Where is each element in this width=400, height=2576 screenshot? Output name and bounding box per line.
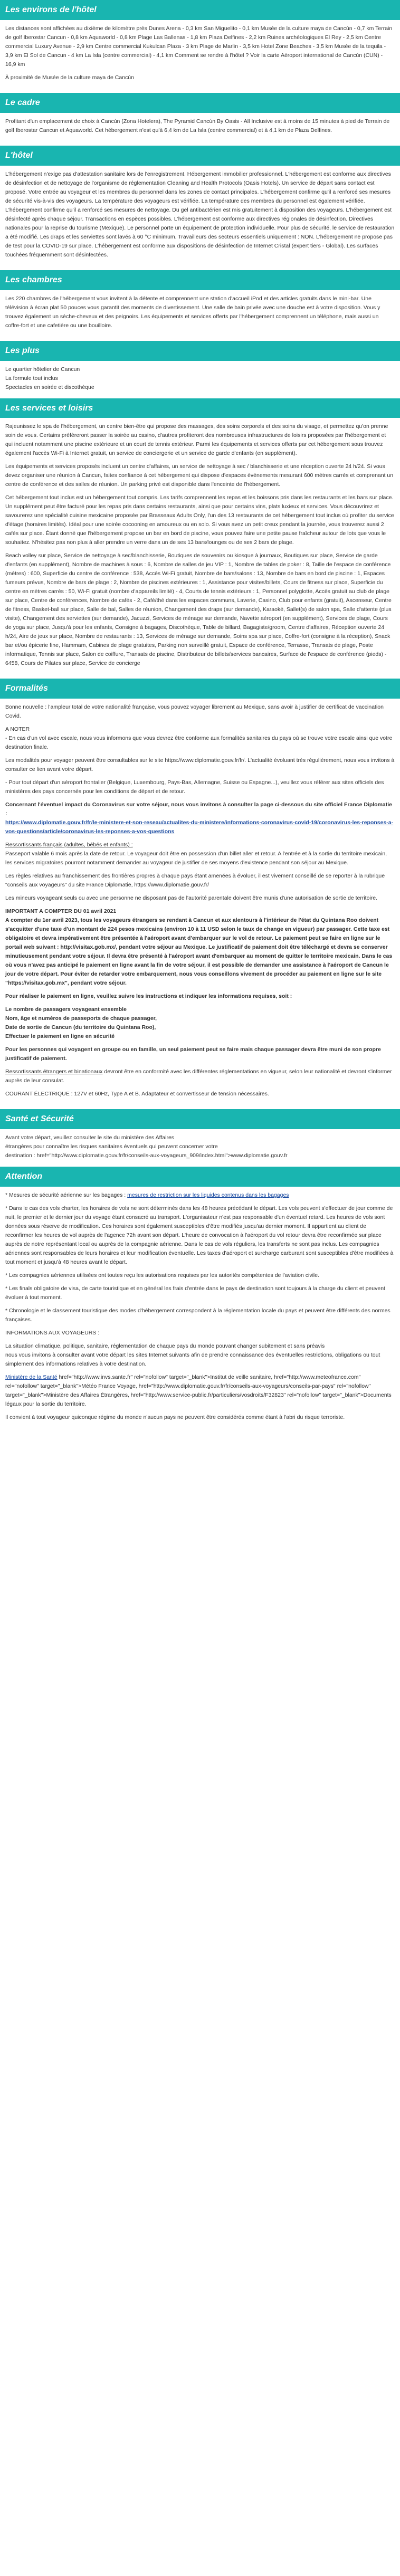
services-amenities-list: Beach volley sur place, Service de nettoyage à sec/blanchisserie, Boutiques de souvenirs ou kiosque à journaux, Boutiques sur place, Service de garde d'enfants (en supplément), Nombre de machines à sous : 6, Nombre de salles de jeu VIP : 1, Nombre de tables de poker : 8, Taille de l'espace de conférence (mètres) : 600, Superficie du centre de conférence : 538, Accès Wi-Fi gratuit, Nombre de bars/salons : 13, Nombre de bars en bord de piscine : 1, Espaces fumeurs prévus, Nombre de bars de plage : 2, Nombre de piscines extérieures : 1, Assistance pour visites/billets, Cours de fitness sur place, Superficie du centre en mètres carrés : 50, Wi-Fi gratuit (nombre d'appareils limité) - 4, Courts de tennis extérieurs : 1, Personnel polyglotte, Accès gratuit au club de plage sur place, Centre de conférences, Nombre de cafés - 2, Café/thé dans les espaces communs, Laverie, Casino, Club pour enfants (gratuit), Ascenseur, Centre de fitness, Basket-ball sur place, Salle de bal, Salles de réunion, Changement des draps (sur demande), Karaoké, Sallet(s) de salon spa, Salle d'attente (plus visite), Changement des serviettes (sur demande), Jacuzzi, Services de ménage sur demande, Navette aéroport (en supplément), Services de plage, Cours de yoga sur place, Jusqu'à pour les enfants, Consigne à bagages, Discothèque, Table de billard, Bagagiste/groom, Centre d'affaires, Réception ouverte 24 h/24, Aire de jeux sur place, Nombre de restaurants : 13, Services de ménage sur demande, Soins spa sur place, Coffre-fort (consigne à la réception), Snack bar et/ou épicerie fine, Hammam, Cabines de plage gratuites, Parking non surveillé gratuit, Espace de conférence, Terrasse, Transats de plage, Poste informatique, Tennis sur place, Salon de coiffure, Transats de piscine, Distributeur de billets/services bancaires, Surface de l'espace de conférence (pieds) - 6458, Cours de Pilates sur place, Service de concierge: [5, 552, 392, 667]
attention-links-text: href="http://www.invs.sante.fr" rel="nofollow" target="_blank">Institut de veille sanitaire, href="http://www.meteofrance.com" rel="nofollow" target="_blank">Météo France Voyage, href="http://www.diplomatie.gouv.fr/fr/conseils-aux-voyageurs/conseils-par-pays" rel="nofollow" target="_blank">Ministère des Affaires Étrangères, href="http://www.service-public.fr/particuliers/vosdroits/F32823" rel="nofollow" target="_blank">Documents légaux pour la sortie du territoire.: [5, 1374, 392, 1408]
section-title-chambres: Les chambres: [0, 270, 400, 290]
section-attention: [0, 1167, 400, 1433]
section-body-sante: [0, 1129, 400, 1167]
sante-line-1: Avant votre départ, veuillez consulter le site du ministère des Affaires: [5, 1134, 175, 1141]
section-sante: [0, 1109, 400, 1167]
attention-visa-text: * Les finals obligatoire de visa, de carte touristique et en général les frais d'entrée dans le pays de destination sont toujours à la charge du client et peuvent évoluer à tout moment.: [5, 1285, 385, 1301]
section-title-environs: Les environs de l'hôtel: [0, 0, 400, 20]
formalites-note-body-2: Les modalités pour voyager peuvent être consultables sur le site https://www.diplomatie.gouv.fr/fr/. L'actualité évoluant très régulièrement, nous vous invitons à consulter ce lien avant votre départ.: [5, 757, 395, 773]
section-plus: [0, 341, 400, 398]
formalites-covid-link[interactable]: https://www.diplomatie.gouv.fr/fr/le-ministere-et-son-reseau/actualites-du-ministere/informations-coronavirus-covid-19/coronavirus-les-reponses-a-vos-questions/article/coronavirus-les-reponses-a-vos-questions: [5, 819, 394, 835]
cadre-text: Profitant d'un emplacement de choix à Cancún (Zona Hotelera), The Pyramid Cancún By Oasis - All Inclusive est à moins de 15 minutes à pied de Terrain de golf Iberostar Cancun et Aquaworld. Cet hébergement n'est qu'à 6,4 km de La Isla (centre commercial) et à 4,1 km de Plaza Delfines.: [5, 118, 390, 133]
plus-item: Le quartier hôtelier de Cancun: [5, 366, 80, 373]
services-spa-text: Rajeunissez le spa de l'hébergement, un centre bien-être qui propose des massages, des soins corporels et des soins du visage, et permettez qu'on prenne soin de vous. Certains préfèreront passer la soirée au casino, d'autres profiteront des nombreuses infrastructures de loisirs proposées par l'hébergement et qui incluent notamment une piscine extérieure et un court de tennis extérieur. Parmi les équipements et services offerts par cet hébergement sous trouvez également l'accès Wi-Fi à Internet gratuit, un service de conciergerie et un service de garde d'enfants (en supplément).: [5, 423, 388, 457]
section-body-attention: [0, 1187, 400, 1433]
formalites-courant: COURANT ÉLECTRIQUE : 127V et 60Hz, Type A et B. Adaptateur et convertisseur de tension nécessaires.: [5, 1091, 269, 1098]
section-title-cadre: Le cadre: [0, 93, 400, 113]
attention-airlines-text: * Les compagnies aériennes utilisées ont toutes reçu les autorisations requises par les autorités compétentes de l'aviation civile.: [5, 1272, 319, 1279]
attention-terror-text: Il convient à tout voyageur quiconque régime du monde n'aucun pays ne peuvent être considérés comme étant à l'abri du risque terroriste.: [5, 1414, 345, 1421]
section-chambres: [0, 270, 400, 341]
formalites-note-body-3: - Pour tout départ d'un aéroport frontalier (Belgique, Luxembourg, Pays-Bas, Allemagne, Suisse ou Espagne...), veuillez vous référer aux sites officiels des ministères des pays concernés pour les conditions de départ et de retour.: [5, 779, 384, 795]
formalites-mineurs-body: Les mineurs voyageant seuls ou avec une personne ne disposant pas de l'autorité parentale doivent être munis d'une autorisation de sortie de territoire.: [5, 895, 378, 902]
section-title-hotel: L'hôtel: [0, 146, 400, 166]
section-body-hotel: [0, 166, 400, 270]
formalites-note-body: - En cas d'un vol avec escale, nous vous informons que vous devrez être conforme aux formalités sanitaires du pays où se trouve votre escale ainsi que votre destination finale.: [5, 735, 393, 751]
services-restaurants-text: Cet hébergement tout inclus est un hébergement tout compris. Les tarifs comprennent les repas et les boissons pris dans les restaurants et les bars sur place. Un supplément peut être facturé pour les repas pris dans certains restaurants, ainsi que pour certains vins, plats luxieux et services. Vous découvrirez et savourerez une spécialité cuisine mexicaine proposée par Brasseaux Adults Only, l'un des 13 restaurants de cet hébergement tout inclus où profiter du service d'étage (horaires limités). Idéal pour une soirée cocooning en amoureux ou en solo. Si vous avez un petit creux pendant la journée, vous trouverez aussi 2 cafés sur place. Étant donné que l'hébergement propose un bar en bord de piscine, vous pouvez faire une petite pause fraîcheur autour de lots que vous le souhaitez. N'hésitez pas non plus à aller prendre un verre dans un de ses 13 bars/lounges ou de ses 2 bars de plage.: [5, 494, 394, 546]
formalites-regles-body: Les règles relatives au franchissement des frontières propres à chaque pays étant amenées à évoluer, il est vivement conseillé de se reporter à la rubrique "conseils aux voyageurs" du site France Diplomatie, https://www.diplomatie.gouv.fr/: [5, 873, 385, 889]
section-body-chambres: [0, 290, 400, 341]
formalites-important-block: IMPORTANT A COMPTER DU 01 avril 2021 A compter du 1er avril 2023, tous les voyageurs étrangers se rendant à Cancun et aux alentours à l'intérieur de l'état du Quintana Roo doivent s'acquitter d'une taxe d'un montant de 224 pesos mexicains (environ 10 à 11 USD selon le taux de change en vigueur) par passager. Cette taxe est obligatoire et devra impérativement être présentée à l'aéroport avant d'embarquer sur le vol de retour. Le paiement peut se faire en ligne sur le portail web suivant : http://visitax.gob.mx/, pendant votre séjour au Mexique. Le justificatif de paiement doit être téléchargé et devra se conserver minutieusement pendant votre séjour. Il devra être présenté à l'aéroport avant d'embarquer au moment de quitter le territoire mexicain. Dans le cas où vous n'avez pas anticipé le paiement en ligne avant la fin de votre séjour, il est possible de demander une assistance à l'aéroport de Cancun le jour de votre départ. Pour éviter de retarder votre embarquement, nous vous conseillons vivement de procéder au paiement en ligne sur le site "https://visitax.gob.mx", pendant votre séjour.: [5, 908, 393, 987]
plus-item: Spectacles en soirée et discothèque: [5, 384, 94, 390]
section-title-sante: Santé et Sécurité: [0, 1109, 400, 1129]
formalites-ressortissants2-title: Ressortissants étrangers et binationaux: [5, 1068, 103, 1075]
formalites-intro: Bonne nouvelle : l'ampleur total de votre nationalité française, vous pouvez voyager librement au Mexique, sans avoir à justifier de certificat de vaccination Covid.: [5, 704, 384, 720]
section-cadre: [0, 93, 400, 146]
environs-proximity-text: À proximité de Musée de la culture maya de Cancún: [5, 74, 134, 81]
formalites-ressortissants2-body: devront être en conformité avec les différentes réglementations en vigueur, selon leur nationalité et devront s'informer auprès de leur consulat.: [5, 1068, 392, 1084]
attention-ministere-sante-link[interactable]: Ministère de la Santé: [5, 1374, 58, 1381]
section-title-services: Les services et loisirs: [0, 398, 400, 418]
formalites-groupe-block: Pour les personnes qui voyagent en groupe ou en famille, un seul paiement peut se faire mais chaque passager devra être muni de son propre justificatif de paiement.: [5, 1046, 381, 1062]
environs-distances-text: Les distances sont affichées au dixième de kilomètre près Dunes Arena - 0,3 km San Miguelito - 0,1 km Musée de la culture maya de Cancún - 0,7 km Terrain de golf Iberostar Cancun - 0,8 km Aquaworld - 0,8 km Plage Las Ballenas - 1,8 km Plaza Delfines - 2,2 km Ruines archéologiques El Rey - 2,5 km Centre commercial Luxury Avenue - 2,9 km Centre commercial Kukulcan Plaza - 3 km Plage de Marlin - 3,5 km Hotel Zone Beaches - 3,5 km Musée de la tequila - 3,9 km El Sol de Cancun - 4 km La Isla (centre commercial) - 4,1 km Comment se rendre à l'hôtel ? Voir la carte Aéroport international de Cancún (CUN) - 16,9 km: [5, 25, 393, 68]
attention-climate-text: La situation climatique, politique, sanitaire, réglementation de chaque pays du monde pouvant changer subitement et sans préavis: [5, 1343, 325, 1350]
plus-item: La formule tout inclus: [5, 375, 58, 381]
section-title-plus: Les plus: [0, 341, 400, 361]
chambres-text: Les 220 chambres de l'hébergement vous invitent à la détente et comprennent une station d'accueil iPod et des articles gratuits dans le mini-bar. Une télévision à écran plat 50 pouces vous garantit des moments de divertissement. Une salle de bain privée avec une douche est à votre disposition. Vous y trouvez également un sèche-cheveux et des peignoirs. Les équipements et services offerts par l'hébergement comprennent un téléphone, mais aussi un coffre-fort et une cafetière ou une bouilloire.: [5, 295, 380, 329]
section-body-plus: [0, 361, 400, 398]
section-title-attention: Attention: [0, 1167, 400, 1187]
section-body-services: [0, 418, 400, 679]
attention-classification-text: * Chronologie et le classement touristique des modes d'hébergement correspondent à la réglementation locale du pays et peuvent être différents des normes françaises.: [5, 1308, 391, 1323]
formalites-note-title: A NOTER: [5, 726, 30, 733]
attention-sites-text: nous vous invitons à consulter avant votre départ les sites Internet suivants afin de prendre connaissance des éventuelles restrictions, obligations ou tout simplement des informations relatives à votre destination.: [5, 1352, 380, 1368]
attention-info-title: INFORMATIONS AUX VOYAGEURS :: [5, 1330, 100, 1337]
section-hotel: [0, 146, 400, 270]
formalites-covid-heading: Concernant l'éventuel impact du Coronavirus sur votre séjour, nous vous invitons à consulter la page ci-dessous du site officiel France Diplomatie :: [5, 802, 393, 817]
section-body-formalites: [0, 699, 400, 1109]
formalites-faciliter-block: Pour réaliser le paiement en ligne, veuillez suivre les instructions et indiquer les informations requises, soit :: [5, 993, 292, 1000]
sante-line-2: étrangères pour connaître les risques sanitaires éventuels qui peuvent concerner votre: [5, 1143, 218, 1150]
formalites-list-block: Le nombre de passagers voyageant ensemble Nom, âge et numéros de passeports de chaque passager, Date de sortie de Cancun (du territoire du Quintana Roo), Effectuer le paiement en ligne en sécurité: [5, 1006, 157, 1040]
services-business-text: Les équipements et services proposés incluent un centre d'affaires, un service de nettoyage à sec / blanchisserie et une réception ouverte 24 h/24. Si vous devez organiser une réunion à Cancun, faites confiance à cet hébergement qui dispose d'espaces événements mesurant 600 mètres carrés et comprenant un centre de conférence et des salles de réunion. Un parking privé est disponible dans l'enceinte de l'hébergement.: [5, 463, 394, 488]
section-body-cadre: [0, 113, 400, 146]
section-formalites: [0, 679, 400, 1109]
formalites-ressortissants-body: Passeport valable 6 mois après la date de retour. Le voyageur doit être en possession d'un billet aller et retour. A l'entrée et à la sortie du territoire mexicain, les services migratoires pourront notamment demander au voyageur de justifier de ses moyens d'existence pendant son séjour au Mexique.: [5, 851, 387, 866]
attention-security-text: * Mesures de sécurité aérienne sur les bagages :: [5, 1192, 128, 1199]
formalites-ressortissants-title: Ressortissants français (adultes, bébés et enfants) :: [5, 842, 133, 848]
section-services: [0, 398, 400, 679]
sante-line-3: destination : href="http://www.diplomatie.gouv.fr/fr/conseils-aux-voyageurs_909/index.html">www.diplomatie.gouv.fr: [5, 1152, 288, 1159]
attention-liquids-link[interactable]: mesures de restriction sur les liquides contenus dans les bagages: [127, 1192, 289, 1199]
hotel-text: L'hébergement n'exige pas d'attestation sanitaire lors de l'enregistrement. Hébergement immobilier professionnel. L'hébergement est conforme aux directives de désinfection et de nettoyage de l'organisme de réglementation Cleaning and Health Protocols (Oasis Hotels). Un service de départ sans contact est proposé. Votre entrée au voyageur et les membres du personnel dans les zones de contact principales. L'hébergement confirme qu'il a renforcé ses mesures de sécurité vis-à-vis des voyageurs. La température des voyageurs est vérifiée. La température des membres du personnel est également vérifiée. L'hébergement confirme qu'il a renforcé ses mesures de nettoyage. Du gel antibactérien est mis gratuitement à disposition des voyageurs. L'hébergement est désinfecté après chaque séjour. Transactions en espèces possibles. L'hébergement est conforme aux directives régionales de désinfection. Directives nationales pour la reprise du tourisme (Mexique). Le personnel porte un équipement de protection individuelle. Pour plus de sécurité, le service de restauration a été modifié. Les draps et les serviettes sont lavés à 60 °C minimum. Travailleurs des secteurs essentiels uniquement : NON. L'hébergement ne propose pas de test pour la COVID-19 sur place. L'hébergement est conforme aux dispositions de désinfection de Internet Cristal (expert tiers - Global). Les surfaces touchées fréquemment sont désinfectées.: [5, 170, 395, 258]
section-environs: [0, 0, 400, 93]
section-body-environs: [0, 20, 400, 93]
attention-flights-text: * Dans le cas des vols charter, les horaires de vols ne sont déterminés dans les 48 heures précédant le départ. Les vols peuvent s'effectuer de jour comme de nuit, le premier et le dernier jour du voyage étant consacré au transport. L'organisateur n'est pas responsable d'un éventuel retard. Les heures de vols sont données sous réserve de modification. Ces horaires sont également susceptibles d'être modifiés jusqu'au dernier moment. Il appartient au client de reconfirmer les heures de vol auprès de l'agence 72h avant son départ. L'heure de convocation à l'aéroport du vol retour devra être reconfirmée sur place auprès de notre représentant local ou auprès de la compagnie aérienne. Dans le cas de vols réguliers, les transferts ne sont pas inclus. Les compagnies aériennes sont responsables de leurs horaires et leur modification éventuelle. Les taxes d'aéroport et surcharge carburant sont susceptibles d'être modifiées à tout moment et jusqu'à 48 heures avant le départ.: [5, 1205, 394, 1266]
section-title-formalites: Formalités: [0, 679, 400, 699]
